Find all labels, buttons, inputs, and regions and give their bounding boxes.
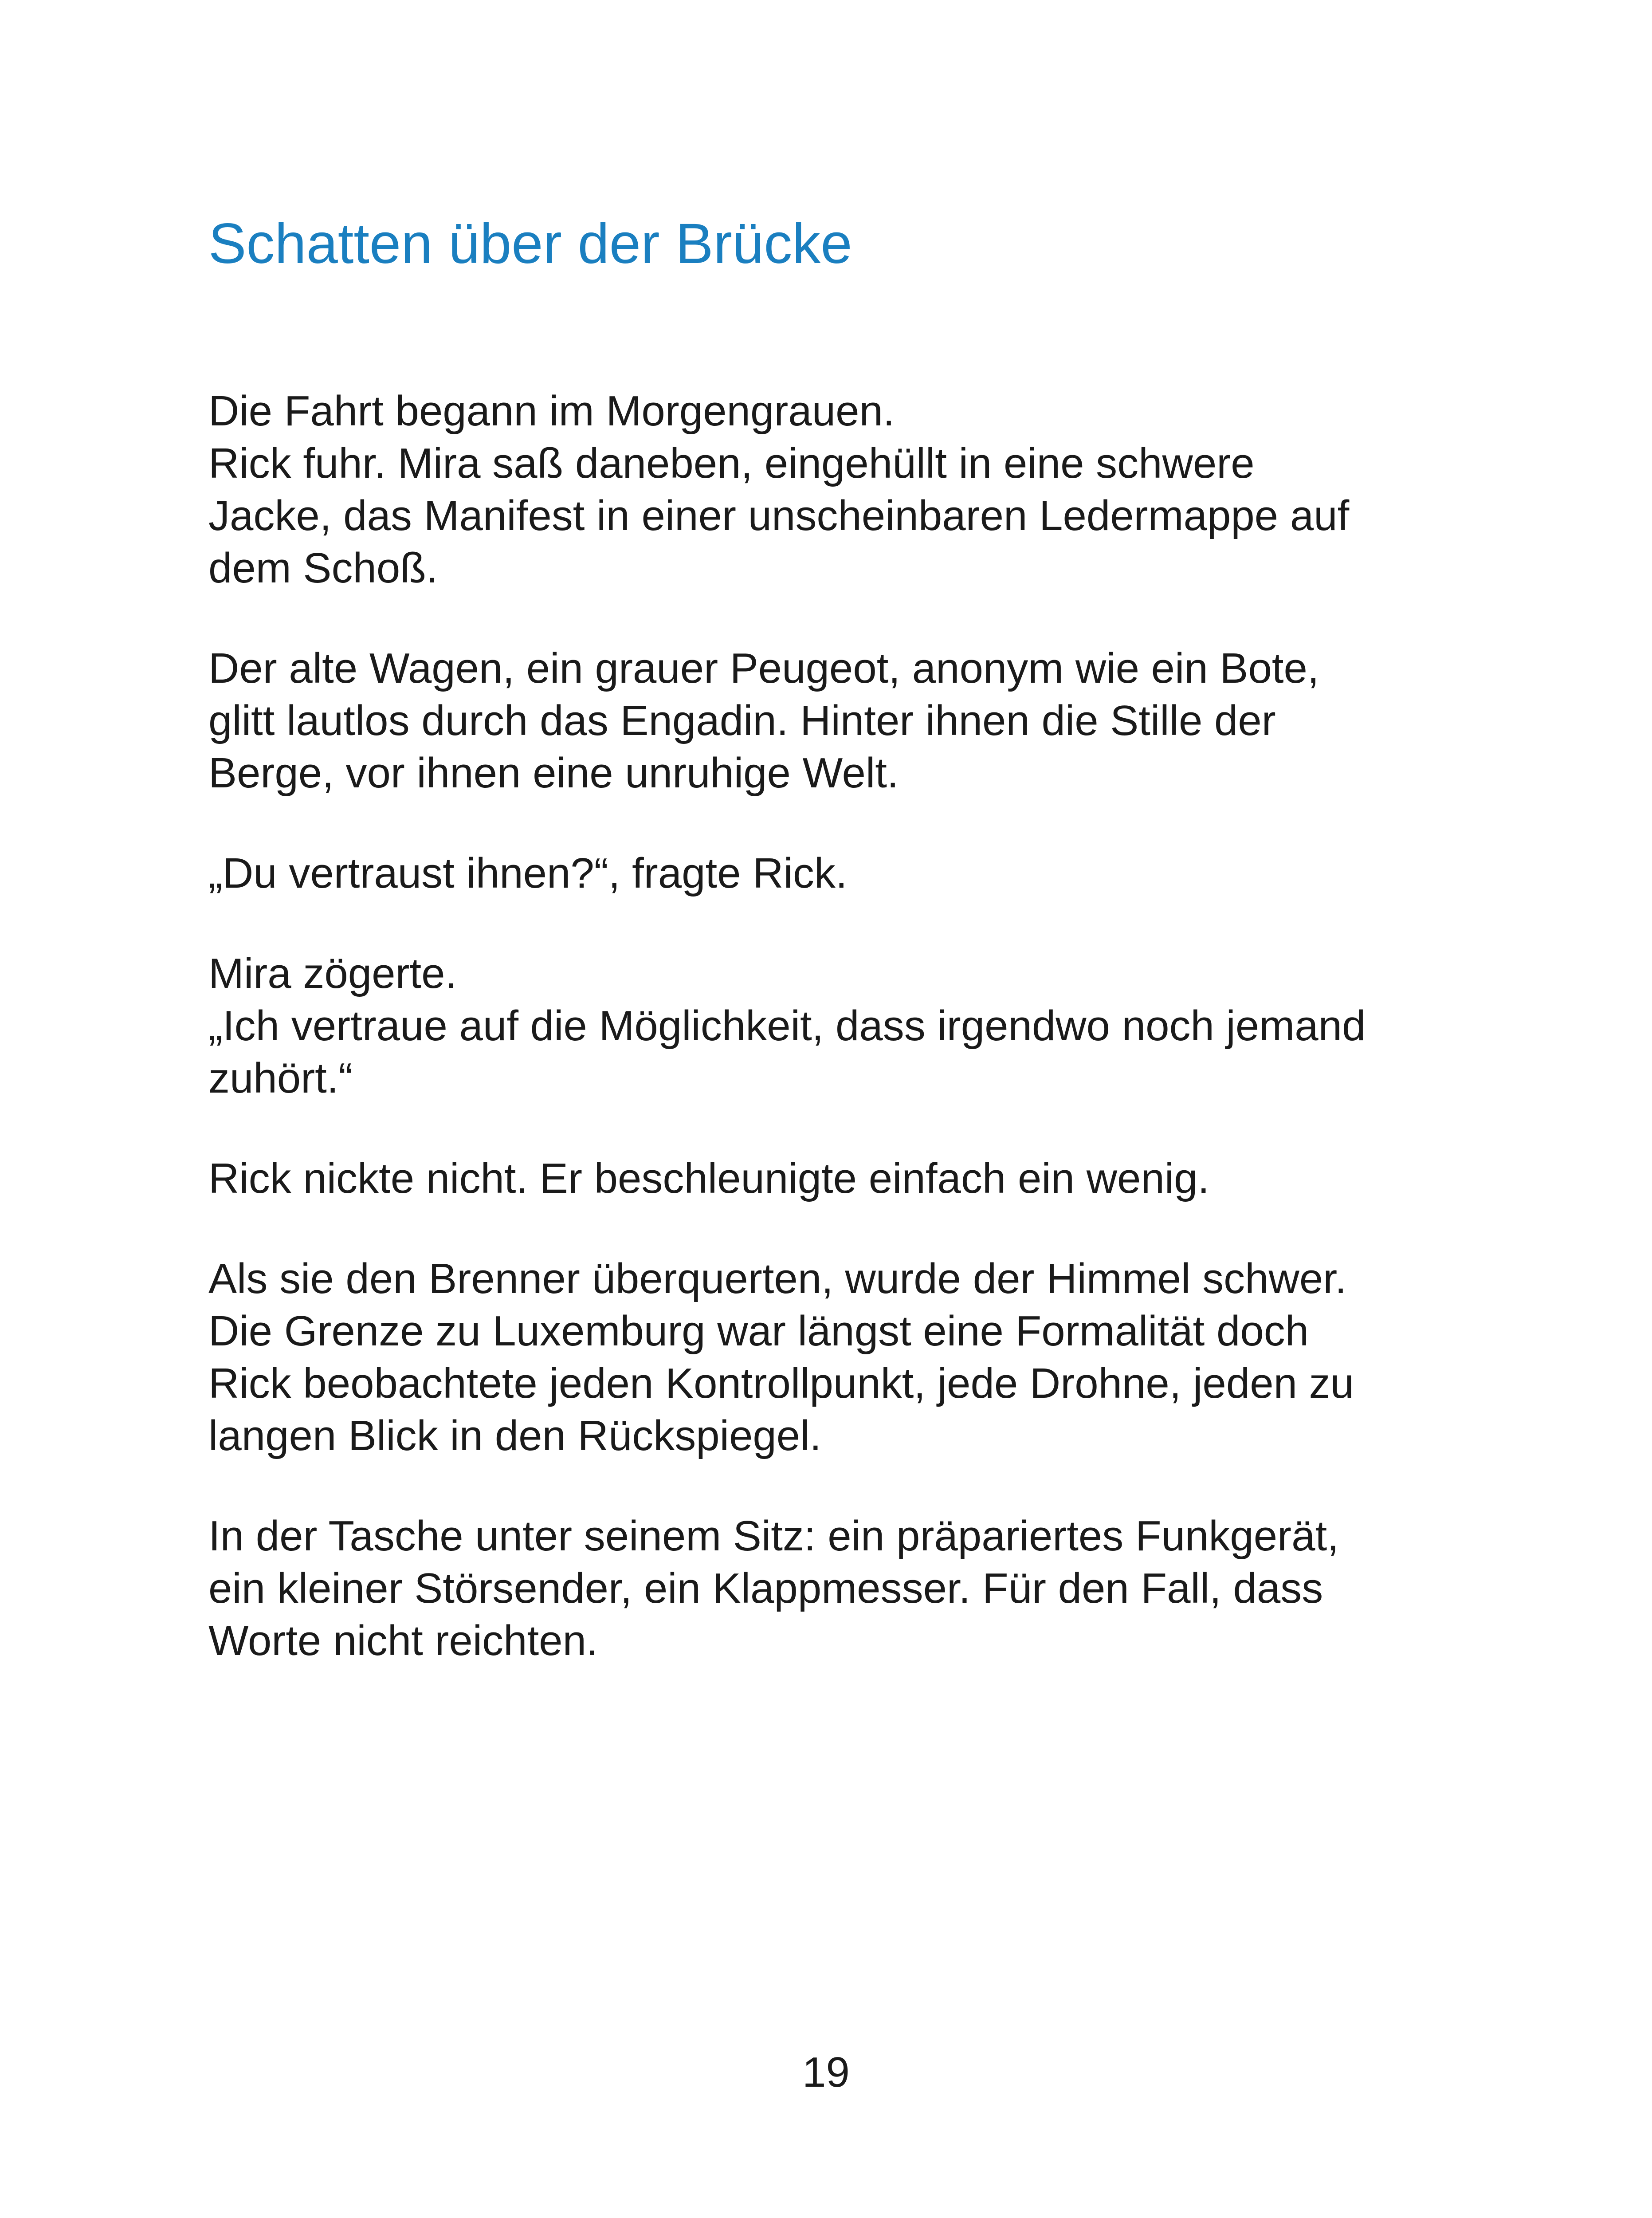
paragraph-6 [208, 1253, 1495, 1462]
paragraph-2 [208, 642, 1495, 799]
page-number: 19 [802, 2049, 850, 2096]
paragraph-5 [208, 1152, 1495, 1205]
text-line: Mira zögerte. [208, 950, 457, 997]
text-line: dem Schoß. [208, 544, 438, 592]
text-line: Als sie den Brenner überquerten, wurde der Himmel schwer. [208, 1255, 1347, 1302]
paragraph-7 [208, 1510, 1495, 1667]
text-line: „Ich vertraue auf die Möglichkeit, dass irgendwo noch jemand [208, 1002, 1366, 1050]
text-line: In der Tasche unter seinem Sitz: ein präpariertes Funkgerät, [208, 1512, 1339, 1560]
text-line: Rick nickte nicht. Er beschleunigte einfach ein wenig. [208, 1155, 1210, 1202]
text-line: Berge, vor ihnen eine unruhige Welt. [208, 749, 899, 797]
text-line: langen Blick in den Rückspiegel. [208, 1412, 822, 1459]
text-line: zuhört.“ [208, 1054, 353, 1102]
text-line: ein kleiner Störsender, ein Klappmesser. Für den Fall, dass [208, 1565, 1323, 1612]
text-line: Rick fuhr. Mira saß daneben, eingehüllt in eine schwere [208, 440, 1255, 487]
text-line: Worte nicht reichten. [208, 1617, 598, 1664]
paragraph-3 [208, 847, 1495, 900]
text-line: glitt lautlos durch das Engadin. Hinter ihnen die Stille der [208, 697, 1276, 744]
paragraph-4 [208, 948, 1495, 1105]
text-line: Die Fahrt begann im Morgengrauen. [208, 387, 895, 435]
paragraph-1 [208, 385, 1495, 594]
text-line: Jacke, das Manifest in einer unscheinbaren Ledermappe auf [208, 492, 1350, 539]
text-line: Die Grenze zu Luxemburg war längst eine Formalität doch [208, 1307, 1309, 1355]
text-line: Rick beobachtete jeden Kontrollpunkt, jede Drohne, jeden zu [208, 1360, 1354, 1407]
text-line: Der alte Wagen, ein grauer Peugeot, anonym wie ein Bote, [208, 645, 1319, 692]
chapter-body [208, 385, 1495, 1715]
chapter-title: Schatten über der Brücke [208, 212, 852, 275]
text-line: „Du vertraust ihnen?“, fragte Rick. [208, 849, 848, 897]
